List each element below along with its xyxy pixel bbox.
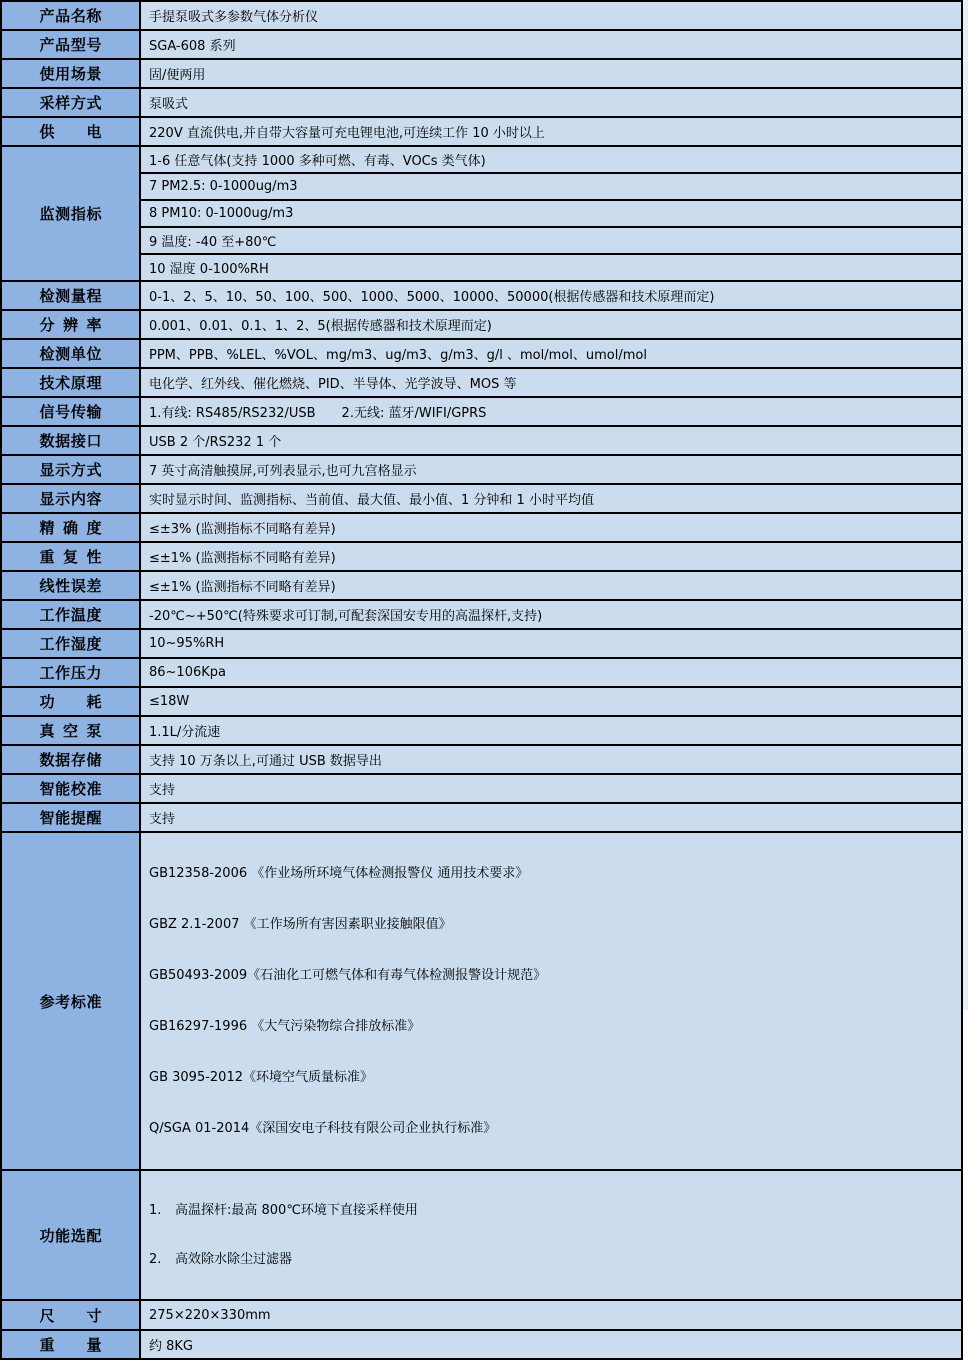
list-number: 2. — [149, 1252, 162, 1267]
monitor-item-2: 7 PM2.5: 0-1000ug/m3 — [140, 173, 962, 200]
row-value-data-storage: 支持 10 万条以上,可通过 USB 数据导出 — [140, 745, 962, 774]
optional-feature-text: 高效除水除尘过滤器 — [175, 1252, 293, 1267]
row-label-sampling — [1, 88, 140, 117]
row-value-work-temp: -20℃~+50℃(特殊要求可订制,可配套深国安专用的高温探杆,支持) — [140, 600, 962, 629]
table-row — [1, 745, 962, 774]
table-row — [1, 254, 962, 281]
table-row — [1, 600, 962, 629]
row-label-display-content — [1, 484, 140, 513]
table-row — [1, 832, 962, 1170]
table-row — [1, 687, 962, 716]
row-label-text: 工作压力 — [39, 664, 102, 682]
row-value-optional-features — [140, 1170, 962, 1300]
row-value-units: PPM、PPB、%LEL、%VOL、mg/m3、ug/m3、g/m3、g/l 、mol/mol、umol/mol — [140, 339, 962, 368]
row-value-linearity: ≤±1% (监测指标不同略有差异) — [140, 571, 962, 600]
row-label-text: 真空泵 — [39, 722, 102, 740]
table-row — [1, 88, 962, 117]
row-label-text: 功能选配 — [39, 1226, 102, 1245]
row-label-text: 供电 — [39, 123, 102, 141]
table-row — [1, 310, 962, 339]
row-value-resolution: 0.001、0.01、0.1、1、2、5(根据传感器和技术原理而定) — [140, 310, 962, 339]
optional-feature-text: 高温探杆:最高 800℃环境下直接采样使用 — [175, 1203, 418, 1218]
table-row — [1, 1, 962, 30]
row-label-text: 尺寸 — [39, 1306, 102, 1325]
table-row — [1, 30, 962, 59]
row-value-dimensions: 275×220×330mm — [140, 1300, 962, 1330]
row-value-reference-standards — [140, 832, 962, 1170]
row-label-reference-standards — [1, 832, 140, 1170]
table-row — [1, 716, 962, 745]
row-label-smart-calibration — [1, 774, 140, 803]
row-value-smart-reminder: 支持 — [140, 803, 962, 832]
row-value-work-humidity: 10~95%RH — [140, 629, 962, 658]
row-label-display-mode — [1, 455, 140, 484]
table-row — [1, 1330, 962, 1359]
table-row — [1, 173, 962, 200]
list-number: 1. — [149, 1203, 162, 1218]
row-value-signal: 1.有线: RS485/RS232/USB 2.无线: 蓝牙/WIFI/GPRS — [140, 397, 962, 426]
row-label-work-pressure — [1, 658, 140, 687]
monitor-item-5: 10 湿度 0-100%RH — [140, 254, 962, 281]
row-label-text: 采样方式 — [39, 94, 102, 112]
row-label-linearity — [1, 571, 140, 600]
row-value-weight: 约 8KG — [140, 1330, 962, 1359]
row-label-text: 信号传输 — [39, 403, 102, 421]
row-label-range — [1, 281, 140, 310]
reference-standard-line: Q/SGA 01-2014《深国安电子科技有限公司企业执行标准》 — [149, 1121, 497, 1136]
row-label-text: 监测指标 — [39, 205, 102, 223]
row-label-scenario — [1, 59, 140, 88]
monitor-item-1: 1-6 任意气体(支持 1000 多种可燃、有毒、VOCs 类气体) — [140, 146, 962, 173]
row-value-display-mode: 7 英寸高清触摸屏,可列表显示,也可九宫格显示 — [140, 455, 962, 484]
table-row — [1, 200, 962, 227]
table-row — [1, 571, 962, 600]
row-value-smart-calibration: 支持 — [140, 774, 962, 803]
row-label-text: 智能提醒 — [39, 809, 102, 827]
table-row — [1, 281, 962, 310]
row-label-monitor-indicators — [1, 146, 140, 281]
row-value-principle: 电化学、红外线、催化燃烧、PID、半导体、光学波导、MOS 等 — [140, 368, 962, 397]
row-label-text: 显示内容 — [39, 490, 102, 508]
row-value-model: SGA-608 系列 — [140, 30, 962, 59]
row-value-consumption: ≤18W — [140, 687, 962, 716]
reference-standard-line: GBZ 2.1-2007 《工作场所有害因素职业接触限值》 — [149, 917, 452, 932]
row-label-text: 分辨率 — [39, 316, 102, 334]
monitor-item-4: 9 温度: -40 至+80℃ — [140, 227, 962, 254]
row-label-text: 工作湿度 — [39, 635, 102, 653]
row-value-repeatability: ≤±1% (监测指标不同略有差异) — [140, 542, 962, 571]
table-row — [1, 1300, 962, 1330]
row-value-vacuum-pump: 1.1L/分流速 — [140, 716, 962, 745]
row-label-text: 参考标准 — [39, 992, 102, 1011]
row-label-power — [1, 117, 140, 146]
row-value-power: 220V 直流供电,并自带大容量可充电锂电池,可连续工作 10 小时以上 — [140, 117, 962, 146]
optional-feature-line — [149, 1201, 955, 1220]
row-label-product-name — [1, 1, 140, 30]
table-row — [1, 455, 962, 484]
reference-standard-line: GB12358-2006 《作业场所环境气体检测报警仪 通用技术要求》 — [149, 866, 529, 881]
row-label-text: 线性误差 — [39, 577, 102, 595]
row-value-product-name: 手提泵吸式多参数气体分析仪 — [140, 1, 962, 30]
row-value-sampling: 泵吸式 — [140, 88, 962, 117]
row-label-repeatability — [1, 542, 140, 571]
table-row — [1, 426, 962, 455]
row-label-smart-reminder — [1, 803, 140, 832]
row-label-text: 精确度 — [39, 519, 102, 537]
row-value-accuracy: ≤±3% (监测指标不同略有差异) — [140, 513, 962, 542]
table-row — [1, 117, 962, 146]
row-value-range: 0-1、2、5、10、50、100、500、1000、5000、10000、50000(根据传感器和技术原理而定) — [140, 281, 962, 310]
row-value-work-pressure: 86~106Kpa — [140, 658, 962, 687]
table-row — [1, 542, 962, 571]
table-row — [1, 629, 962, 658]
row-label-text: 产品型号 — [39, 36, 102, 54]
row-label-text: 产品名称 — [39, 7, 102, 25]
row-label-text: 智能校准 — [39, 780, 102, 798]
row-label-optional-features — [1, 1170, 140, 1300]
row-value-display-content: 实时显示时间、监测指标、当前值、最大值、最小值、1 分钟和 1 小时平均值 — [140, 484, 962, 513]
row-label-text: 数据存储 — [39, 751, 102, 769]
row-label-work-humidity — [1, 629, 140, 658]
row-label-model — [1, 30, 140, 59]
table-row — [1, 397, 962, 426]
table-row — [1, 59, 962, 88]
row-label-data-port — [1, 426, 140, 455]
row-value-data-port: USB 2 个/RS232 1 个 — [140, 426, 962, 455]
reference-standard-line: GB16297-1996 《大气污染物综合排放标准》 — [149, 1019, 421, 1034]
row-label-resolution — [1, 310, 140, 339]
table-row — [1, 339, 962, 368]
table-row — [1, 368, 962, 397]
reference-standard-line: GB50493-2009《石油化工可燃气体和有毒气体检测报警设计规范》 — [149, 968, 547, 983]
row-label-weight — [1, 1330, 140, 1359]
row-label-units — [1, 339, 140, 368]
row-label-text: 功耗 — [39, 693, 102, 711]
row-label-text: 重量 — [39, 1336, 102, 1354]
reference-standard-line: GB 3095-2012《环境空气质量标准》 — [149, 1070, 373, 1085]
table-row — [1, 146, 962, 173]
row-value-scenario: 固/便两用 — [140, 59, 962, 88]
row-label-principle — [1, 368, 140, 397]
table-row — [1, 1170, 962, 1300]
row-label-text: 使用场景 — [39, 65, 102, 83]
row-label-text: 技术原理 — [39, 374, 102, 392]
table-row — [1, 513, 962, 542]
row-label-signal — [1, 397, 140, 426]
monitor-item-3: 8 PM10: 0-1000ug/m3 — [140, 200, 962, 227]
table-row — [1, 658, 962, 687]
row-label-text: 检测单位 — [39, 345, 102, 363]
row-label-dimensions — [1, 1300, 140, 1330]
table-row — [1, 227, 962, 254]
row-label-text: 重复性 — [39, 548, 102, 566]
table-row — [1, 803, 962, 832]
row-label-text: 工作温度 — [39, 606, 102, 624]
row-label-work-temp — [1, 600, 140, 629]
row-label-text: 数据接口 — [39, 432, 102, 450]
row-label-vacuum-pump — [1, 716, 140, 745]
row-label-consumption — [1, 687, 140, 716]
row-label-data-storage — [1, 745, 140, 774]
row-label-text: 检测量程 — [39, 287, 102, 305]
row-label-accuracy — [1, 513, 140, 542]
table-row — [1, 484, 962, 513]
table-row — [1, 774, 962, 803]
optional-feature-line — [149, 1250, 955, 1269]
row-label-text: 显示方式 — [39, 461, 102, 479]
